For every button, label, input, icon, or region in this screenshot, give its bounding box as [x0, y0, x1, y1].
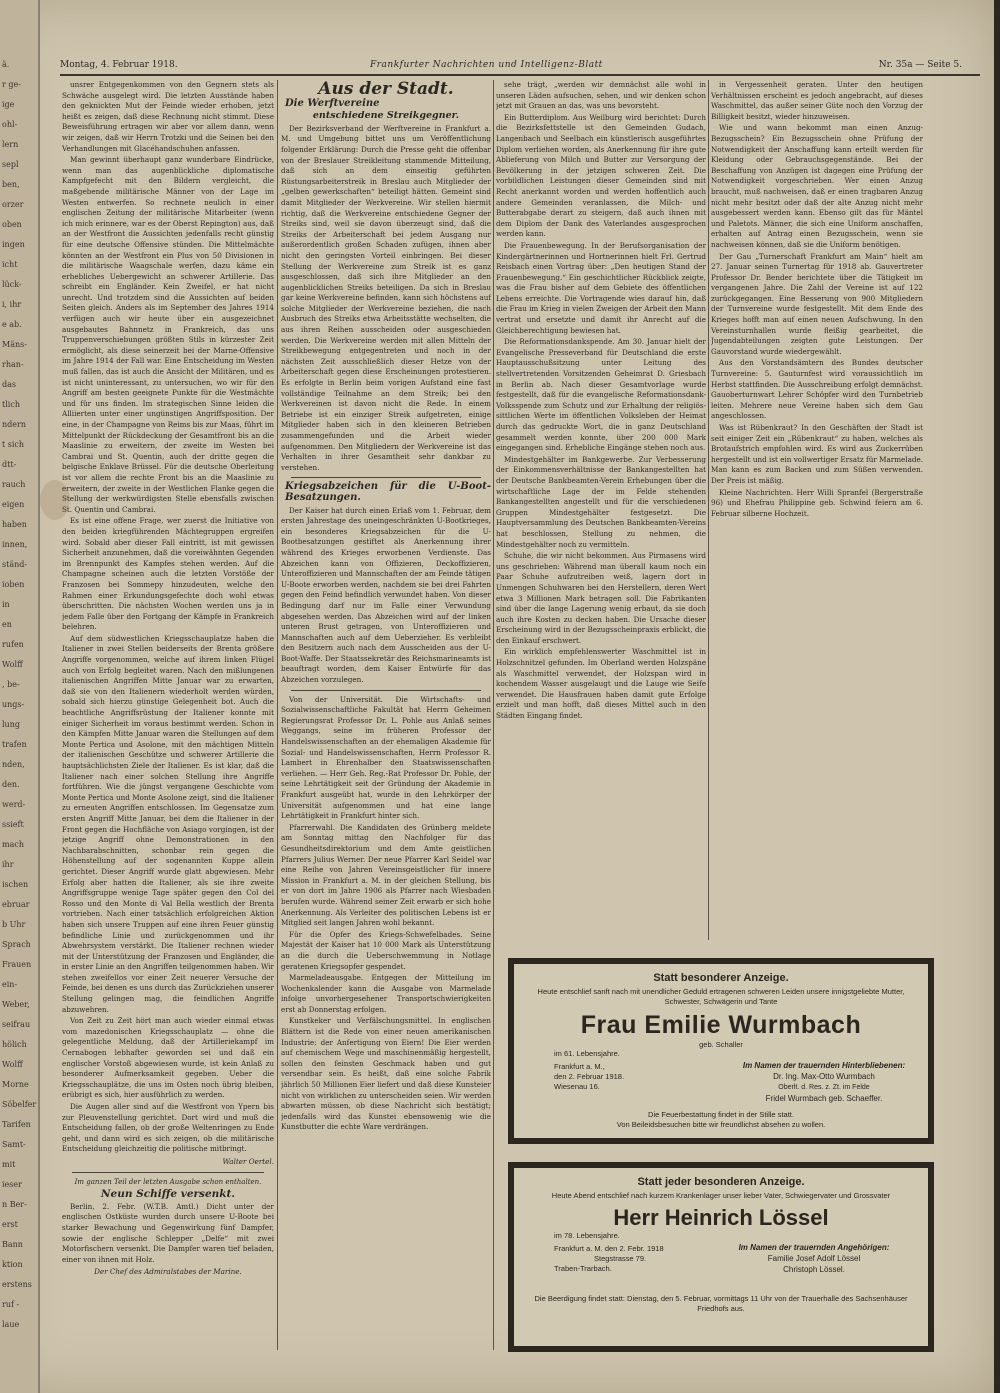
adjacent-page-fragment: lück-: [2, 280, 22, 289]
article-paragraph: Pfarrerwahl. Die Kandidaten des Grünberg meldete am Sonntag mittag den Nachfolger für das Gesundheitsdirektorium und dem Amte geistlichen Pfarrers Julius Werner. Der neue Pfarrer Karl Seidel war eine Reihe von Jahren Vereinsgeistlicher für innere Mission in Frankfurt a. M. in der gleichen Stellung, bis er von dort im Jahre 1906 als Pfarrer nach Wiesbaden berufen wurde. Während seiner Zeit erwarb er sich hohe Anerkennung. Als Verleiter des politischen Lebens ist er Mitglied seit langen Jahren wohl bekannt.: [281, 822, 491, 928]
obituary-mourners: [724, 1242, 904, 1275]
article-paragraph: Von Zeit zu Zeit hört man auch wieder einmal etwas vom mazedonischen Kriegsschauplatz — ohne die gelegentliche Meldung, daß der Artilleriekampf im Cernabogen lebhafter geworden sei und daß ein englischer Vorstoß abgewiesen wurde, ist kein Anlaß zu besonderer Aufmerksamkeit gegeben. Ueber die Kriegsschauplätze, die uns im Osten noch übrig bleiben, erübrigt es sich, hier ausführlich zu werden.: [62, 1016, 274, 1100]
adjacent-page-fragment: n Ber-: [2, 1200, 27, 1209]
adjacent-page-fragment: lung: [2, 720, 20, 729]
obituary-maiden-name: geb. Schaller: [699, 1040, 743, 1049]
adjacent-page-fragment: hölich: [2, 1040, 27, 1049]
article-paragraph: Der Gau „Turnerschaft Frankfurt am Main“ hielt am 27. Januar seinen Turnertag für 1918 ab. Gauvertreter Professor Dr. Bender berichtete über die Tätigkeit im vergangenen Jahre. Die Zahl der Vereine ist auf 122 zurückgegangen. Eine Besserung von 900 Mitgliedern der Turnvereine wurde festgestellt. Mit dem Ende des Krieges hofft man auf einen neuen Aufschwung. In den Vereinsturnhallen wurde fleißig gearbeitet, die Jugendabteilungen zeigten gute Leistungen. Der Gauvorstand wurde wiedergewählt.: [711, 251, 923, 356]
header-rule: [60, 74, 980, 76]
article-paragraph: Was ist Rübenkraut? In den Geschäften der Stadt ist seit einiger Zeit ein „Rübenkraut“ zu haben, welches als Brotaufstrich empfohlen wird. Es wird aus Zuckerrüben hergestellt und ist ein vollwertiger Ersatz für Marmelade. Man kann es zum Backen und zum Süßen verwenden. Der Preis ist mäßig.: [711, 423, 923, 485]
obituary-place: Frankfurt a. M. den 2. Febr. 1918: [554, 1244, 664, 1253]
adjacent-page-fragment: ruf -: [2, 1300, 20, 1309]
mourner-detail: Oberlt. d. Res. z. Zt. im Felde: [778, 1084, 870, 1091]
adjacent-page-fragment: tlich: [2, 400, 20, 409]
article-paragraph: Aus den Vorstandsämtern des Bundes deutscher Turnvereine: 5. Gauturnfest wird voraussichtlich im Herbst stattfinden. Die Ausschreibung erfolgt demnächst. Gauoberturnwart Lehrer Schöpfer wird den Turnbetrieb leiten. Mehrere neue Vereine haben sich dem Gau angeschlossen.: [711, 358, 923, 421]
mourners-heading: Im Namen der trauernden Angehörigen:: [738, 1243, 890, 1252]
column-3: [496, 80, 706, 840]
obituary-date: den 2. Februar 1918.: [554, 1072, 625, 1081]
adjacent-page-fragment: ioben: [2, 580, 25, 589]
adjacent-page-fragment: ischen: [2, 880, 29, 889]
article-paragraph: Es ist eine offene Frage, wer zuerst die Initiative von den beiden kriegführenden Mächtegruppen ergreifen wird. Sobald aber dieser Fall eintritt, ist mit gewissen Sicherheit anzunehmen, daß die voreiwähnten Gegenden im Brennpunkt des Kampfes stehen werden. Auf die Champagne scheinen auch die letzten Vorstöße der Franzosen bei Sommepy hinzudeuten, welche den Rahmen einer Erkundungsgefechte doch wohl etwas überschritten. Die nächsten Wochen werden uns ja in jedem Falle über den Fortgang der Kämpfe in Frankreich belehren.: [62, 516, 274, 632]
article-paragraph: Von der Universität. Die Wirtschafts- und Sozialwissenschaftliche Fakultät hat Herrn Geheimen Regierungsrat Professor Dr. L. Pohle aus Anlaß seines Weggangs, seine im früheren Professor der Handelswissenschaften an der ehemaligen Akademie für Sozial- und Handelswissenschaften, Herrn Professor R. Lambert in Ehrenhalber den Staatswissenschaften verliehen. — Herr Geh. Reg.-Rat Professor Dr. Pohle, der seine Lehrtätigkeit seit der Gründung der Akademie in Frankfurt ausgeübt hat, wurde in den Lehrkörper der Universität aufgenommen und hat eine lange Lehrtätigkeit in Frankfurt hinter sich.: [281, 694, 491, 821]
header-date: Montag, 4. Februar 1918.: [60, 60, 178, 70]
article-headline: Die Werftvereine: [285, 97, 380, 109]
separator: [291, 690, 481, 691]
adjacent-page-fragment: orzer: [2, 200, 24, 209]
adjacent-page-fragment: ktion: [2, 1260, 23, 1269]
adjacent-page-fragment: Mäns-: [2, 340, 27, 349]
article-paragraph: Ein wirklich empfehlenswerter Waschmittel ist in Holzschnitzel gefunden. Im Oberland werden Holzspäne als Waschmittel verwendet, der Holzspan wird in kochendem Wasser ausgelaugt und die Lauge wie Seife verwendet. Die Hausfrauen haben damit gute Erfolge erzielt und man hofft, daß dieses Mittel auch in den Städten Eingang findet.: [496, 647, 706, 721]
adjacent-page-fragment: mit: [2, 1160, 16, 1169]
page-header: [60, 58, 980, 74]
adjacent-page-fragment: lern: [2, 140, 19, 149]
adjacent-page-fragment: ständ-: [2, 560, 28, 569]
mourners-heading: Im Namen der trauernden Hinterbliebenen:: [742, 1061, 906, 1070]
adjacent-page-fragment: innen,: [2, 540, 28, 549]
paper-stain: [40, 480, 70, 520]
adjacent-page-fragment: e ab.: [2, 320, 22, 329]
article-paragraph: Der Kaiser hat durch einen Erlaß vom 1. Februar, dem ersten Jahrestage des uneingeschränkten U-Bootkrieges, ein besonderes Kriegsabzeichen für die U-Bootbesatzungen gestiftet als Anerkennung ihrer während des Krieges erworbenen Verdienste. Das Abzeichen kann von Offizieren, Deckoffizieren, Unteroffizieren und Mannschaften der am Feinde tätigen U-Boote erworben werden, nachdem sie bei drei Fahrten gegen den Feind befindlich verwundet haben. Von dieser Bedingung darf nur im Falle einer Verwundung abgesehen werden. Das Abzeichen wird auf der linken unteren Brust getragen, von Unteroffizieren und Mannschaften auch auf dem Ueberzieher. Es verbleibt den Besitzern auch nach dem Ausscheiden aus der U-Boot-Waffe. Der Staatssekretär des Reichsmarineamts ist beauftragt worden, dem Kaiser Entwürfe für das Abzeichen vorzulegen.: [281, 505, 491, 685]
mourner: Familie Josef Adolf Lössel: [767, 1254, 861, 1263]
adjacent-page-strip: [0, 0, 40, 1393]
separator: [291, 477, 481, 478]
column-1: [62, 80, 274, 1350]
adjacent-page-fragment: ä.: [2, 60, 10, 69]
adjacent-page-fragment: ebruar: [2, 900, 30, 909]
section-title: Aus der Stadt.: [318, 80, 454, 99]
adjacent-page-fragment: ndern: [2, 420, 26, 429]
column-divider: [493, 80, 494, 1350]
obituary-footnote: Die Feuerbestattung findet in der Stille statt.: [648, 1110, 794, 1119]
obituary-age: im 61. Lebensjahre.: [554, 1049, 620, 1058]
article-paragraph: Marmeladeausgabe. Entgegen der Mitteilung im Wochenkalender kann die Ausgabe von Marmelade infolge unvorhergesehener Transportschwierigkeiten erst ab Donnerstag erfolgen.: [281, 973, 491, 1014]
obituary-header: Statt besonderer Anzeige.: [653, 972, 789, 984]
adjacent-page-fragment: Frauen: [2, 960, 32, 969]
article-paragraph: Wie und wann bekommt man einen Anzug-Bezugsschein? Ein Bezugsschein ohne Prüfung der Notwendigkeit der Anschaffung kann erteilt werden für Kleidung oder Gebrauchsgegenstände. Bei der Beschaffung von Anzügen ist dagegen eine Prüfung der Notwendigkeit vorgeschrieben. Wer einen Anzug braucht, muß nachweisen, daß er einen tragbaren Anzug nicht mehr besitzt oder daß der alte Anzug nicht mehr ausgebessert werden kann. Ebenso gilt das für Mäntel und Paletots. Männer, die sich eine Uniform anschaffen, erhalten auf Antrag einen Bezugsschein, wenn sie nachweisen können, daß sie die Uniform benötigen.: [711, 123, 923, 249]
obituary-place-date: [554, 1062, 624, 1092]
adjacent-page-fragment: en: [2, 620, 12, 629]
adjacent-page-fragment: icht: [2, 260, 18, 269]
obituary-notice-loessel: [508, 1162, 934, 1352]
adjacent-page-fragment: Weber,: [2, 1000, 30, 1009]
adjacent-page-fragment: ingen: [2, 240, 25, 249]
article-paragraph: Die Frauenbewegung. In der Berufsorganisation der Kindergärtnerinnen und Hortnerinnen hielt Frl. Gertrud Reisbach einen Vortrag über: „Den heutigen Stand der Frauenbewegung.“ Ein geschichtlicher Rückblick zeigte, was die Frau bisher auf dem Gebiete des öffentlichen Lebens erreichte. Die Vortragende wies darauf hin, daß die Frau im Krieg in vielen Zweigen der Arbeit den Mann vertrat und ersetzte und damit ihr Anrecht auf die Gleichberechtigung bewiesen hat.: [496, 240, 706, 335]
obituary-intro: Heute entschlief sanft nach mit unendlicher Geduld ertragenen schweren Leiden unsere innigstgeliebte Mutter, Schwester, Schwägerin und Tante: [537, 987, 905, 1006]
adjacent-page-fragment: seifrau: [2, 1020, 31, 1029]
adjacent-page-fragment: haben: [2, 520, 27, 529]
header-page-number: Nr. 35a — Seite 5.: [878, 60, 962, 70]
adjacent-page-fragment: ieser: [2, 1180, 22, 1189]
adjacent-page-fragment: ige: [2, 100, 15, 109]
article-paragraph: unsrer Entgegenkommen von den Gegnern stets als Schwäche ausgelegt wird. Die letzten Ausstände haben den geknickten Mut der Feinde wieder erhoben, jetzt heißt es zeigen, daß diese Rechnung nicht stimmt. Diese Beweisführung ertragen wir aber vor allem dann, wenn wir zeigen, daß wir Herrn Trotzki und die Seinen bei den Verhandlungen mit Glacéhandschuhen anfassen.: [62, 80, 274, 153]
article-paragraph: Kleine Nachrichten. Herr Willi Spranfel (Bergerstraße 96) und Ehefrau Philippine geb. Schwind feiern am 6. Februar silberne Hochzeit.: [711, 487, 923, 518]
article-paragraph: Kunstkeker und Verfälschungsmittel. In englischen Blättern ist die Rede von einer neuen amerikanischen Industrie: der Anfertigung von Eiern! Die Eier werden auf chemischem Wege und maschinenmäßig hergestellt, sollen den feinsten Geschmack haben und gut versendbar sein. Es heißt, daß eine solche Fabrik jährlich 50 Millionen Eier liefert und daß diese Kunsteier nicht von wirklichen zu unterscheiden seien. Wir werden abwarten müssen, ob diese Nachricht sich bestätigt; jedenfalls wird das Kunstei ebensowenig wie die Kunstbutter die echte Ware verdrängen.: [281, 1016, 491, 1132]
obituary-mourners: [734, 1060, 914, 1104]
mourner: Christoph Lössel.: [783, 1265, 845, 1274]
adjacent-page-fragment: r ge-: [2, 80, 21, 89]
obituary-notice-wurmbach: [508, 958, 934, 1144]
article-paragraph: Die Augen aller sind auf die Westfront von Ypern bis zur Pleuvenstellung gerichtet. Dort wird und muß die Entscheidung fallen, ob der große Weltenringen zu Ende geht, und dann wird es sich zeigen, ob die militärische Entscheidung gleichzeitig die politische mitbringt.: [62, 1102, 274, 1154]
obituary-age: im 78. Lebensjahre.: [554, 1231, 620, 1240]
header-masthead: Frankfurter Nachrichten und Intelligenz-Blatt: [370, 60, 603, 70]
obituary-name: Frau Emilie Wurmbach: [580, 1011, 862, 1039]
adjacent-page-fragment: ben,: [2, 180, 20, 189]
article-paragraph: Die Reformationsdankspende. Am 30. Januar hielt der Evangelische Presseverband für Deutschland die erste Hauptausschußsitzung unter Leitung des stellvertretenden Vorsitzenden Geheimrat D. Griesbach in Berlin ab. Nach dieser Gesamtvorlage wurde festgestellt, daß für die evangelische Reformationsdank-Volksspende zum Schutz und zur Erhaltung der religiös-sittlichen Werte im öffentlichen Volksleben der Heimat durch das gedruckte Wort, die in ganz Deutschland gesammelt werden konnte, über 200 000 Mark eingegangen sind. Erhebliche Eingänge stehen noch aus.: [496, 337, 706, 453]
adjacent-page-fragment: rauch: [2, 480, 26, 489]
adjacent-page-fragment: Tarifen: [2, 1120, 31, 1129]
obituary-place: Traben-Trarbach.: [554, 1264, 612, 1273]
obituary-street: Wiesenau 16.: [554, 1082, 600, 1091]
article-paragraph: Der Bezirksverband der Werftvereine in Frankfurt a. M. und Umgebung bittet uns um Veröffentlichung folgender Erklärung: Durch die Presse geht die offenbar von der Breslauer Streikleitung stammende Mitteilung, daß sich an dem einseitig geführten Rüstungsarbeiterstreik in Breslau auch Mitglieder der „gelben gewerkschaften“ beteiligt hätten. Gemeint sind damit Mitglieder der Werkvereine. Wir stellen hiermit richtig, daß die Werkvereine entschiedene Gegner der Streiks sind, weil sie davon überzeugt sind, daß die Streiks der Arbeiterschaft bei jedem Ausgang nur außerordentlich großen Schaden zufügen, ihnen aber nicht den geringsten Vorteil einbringen. Bei dieser Stellung der Werkvereine zum Streik ist es ganz ausgeschlossen, daß sich ihre Mitglieder an den augenblicklichen Streiks beteiligen. Da sich in Breslau gar keine Werkvereine befinden, kann sich höchstens auf solche Mitglieder der Werkvereine beziehen, die nach Ausbruch des Streiks etwa Arbeitsstätte wechselten, die aus ihren Reihen ausscheiden oder ausgeschieden werden. Die Werkvereine werden mit allen Mitteln der Streikbewegung entgegentreten und noch in der nächsten Zeit ausschließlich dieser Hetze von der Arbeiterschaft gegen diese Erscheinungen protestieren. Es erfolgte in Berlin beim vorigen Aufstand eine fast vollständige Teilnahme an dem Streik; bei den Werkvereinen ist davon nicht die Rede. In einem Betriebe ist ein einziger Streik aufgetreten, einige Mitglieder haben sich in den kleineren Betrieben zusammengefunden und die Arbeit wieder aufgenommen. Den Mitgliedern der Werkvereine ist das Verhalten in ihrer Gesamtheit sehr dankbar zu verstehen.: [281, 123, 491, 472]
article-subheadline: entschiedene Streikgegner.: [312, 110, 460, 122]
obituary-place: Frankfurt a. M.,: [554, 1062, 605, 1071]
adjacent-page-fragment: rhan-: [2, 360, 24, 369]
adjacent-page-fragment: werd-: [2, 800, 26, 809]
obituary-header: Statt jeder besonderen Anzeige.: [637, 1176, 805, 1188]
column-4: [711, 80, 923, 1040]
adjacent-page-fragment: den.: [2, 780, 20, 789]
adjacent-page-fragment: erstens: [2, 1280, 32, 1289]
adjacent-page-fragment: mach: [2, 840, 24, 849]
adjacent-page-fragment: Wolff: [2, 660, 23, 669]
article-paragraph: Berlin, 2. Febr. (W.T.B. Amtl.) Dicht unter der englischen Ostküste wurden durch unsere U-Boote bei starker Bewachung und Gegenwirkung fünf Dampfer, sowie der englische Schlepper „Delfe“ mit zwei Motorfischern versenkt. Die Dampfer waren tief beladen, einer von ihnen mit Holz.: [62, 1201, 274, 1264]
adjacent-page-fragment: i, ihr: [2, 300, 22, 309]
adjacent-page-fragment: rufen: [2, 640, 24, 649]
obituary-footnote: Die Beerdigung findet statt: Dienstag, den 5. Februar, vormittags 11 Uhr von der Trauerhalle des Sachsenhäuser Friedhofs aus.: [534, 1294, 908, 1313]
article-paragraph: Schuhe, die wir nicht bekommen. Aus Pirmasens wird uns geschrieben: Während man überall kaum noch ein Paar Schuhe aufzutreiben weiß, lagern dort in Unmengen Schuhwaren bei den Herstellern, deren Wert etwa 3 Millionen Mark betragen soll. Die Fabrikanten sind über die lange Lagerung wenig erbaut, da sie doch auch ihre Kosten zu decken haben. Die Ursache dieser Erscheinung wird in der Bezugsscheinpraxis erblickt, die den Einkauf erschwert.: [496, 551, 706, 645]
article-paragraph: Man gewinnt überhaupt ganz wunderbare Eindrücke, wenn man das augenblickliche diplomatische Kampfgefecht mit den Bildern vergleicht, die maßgebende militärische Männer von der Lage im Westen entwerfen. So rechnete neulich in einer englischen Zeitung der militärische Mitarbeiter (wenn ich mich erinnere, war es der Oberst Repington) aus, daß an der Westfront die Aussichten jedenfalls recht günstig für eine deutsche Offensive stünden. Die Mittelmächte könnten an der Westfront ein Plus von 50 Divisionen in die militärische Waagschale werfen, dazu käme ein erhebliches Uebergewicht an schwerer Artillerie. Das schreibt ein Engländer. Kein Zweifel, er hat nicht unrecht. Und trotzdem sind die Aussichten auf beiden Seiten gleich. Anders als im September des Jahres 1914 verfügen auch wir heute über ein ausgezeichnet ausgebautes Bahnnetz in Frankreich, das uns Truppenverschiebungen größten Stils in kürzester Zeit ermöglicht, als diese seinerzeit bei der Marne-Offensive im Jahre 1914 der Fall war. Eine Entscheidung im Westen muß fallen, das ist auch die Ansicht der Militären, und es ist nicht uninteressant, zu untersuchen, wo wir für den Angriff am besten geeignete Punkte für die Westmächte und für uns finden. Im strategischen Sinne leiden die Alliierten unter einer ungünstigen Angriffsposition. Der eine, in der Champagne von Reims bis zur Maas, führt im Mittelpunkt der Rückdeckung der Gesamtfront bis an die Maaslinie zu erweitern, der zweite im Westen bei Cambrai und St. Quentin, auch der dritte gegen die belgische Enklave Brüssel. Für die deutsche Oberleitung ist vor allem die rechte Front bis an die Maaslinie zu erweitern, der zweite in der Westlichen Flanke gegen die Stellung der werkwürdigsten Stelle ebensfalls zwischen St. Quentin und Cambrai.: [62, 155, 274, 514]
adjacent-page-fragment: Wolff: [2, 1060, 23, 1069]
obituary-name: Herr Heinrich Lössel: [613, 1205, 829, 1230]
adjacent-page-fragment: , be-: [2, 680, 20, 689]
adjacent-page-fragment: dtt-: [2, 460, 17, 469]
obituary-place-date: [554, 1244, 664, 1274]
adjacent-page-fragment: in: [2, 600, 10, 609]
adjacent-page-fragment: Bann: [2, 1240, 23, 1249]
adjacent-page-fragment: das: [2, 380, 16, 389]
adjacent-page-fragment: t sich: [2, 440, 25, 449]
adjacent-page-fragment: Söbelfer: [2, 1100, 37, 1109]
obituary-intro: Heute Abend entschlief nach kurzem Krankenlager unser lieber Vater, Schwiegervater und Grossvater: [551, 1191, 891, 1200]
article-paragraph: in Vergessenheit geraten. Unter den heutigen Verhältnissen erscheint es jedoch angebracht, auf dieses Waschmittel, das außer seiner Güte noch den Vorzug der Billigkeit besitzt, wieder hinzuweisen.: [711, 80, 923, 121]
adjacent-page-fragment: eigen: [2, 500, 25, 509]
adjacent-page-fragment: Sprach: [2, 940, 31, 949]
article-paragraph: Für die Opfer des Kriegs-Schwefelbades. Seine Majestät der Kaiser hat 10 000 Mark als Unterstützung an die durch die Ueberschwemmung in Notlage geratenen Kriegsopfer gespendet.: [281, 929, 491, 971]
adjacent-page-fragment: laue: [2, 1320, 20, 1329]
adjacent-page-fragment: erst: [2, 1220, 18, 1229]
adjacent-page-fragment: nden,: [2, 760, 25, 769]
article-headline: Kriegsabzeichen für die U-Boot-Besatzungen.: [285, 481, 491, 503]
article-paragraph: Ein Butterdiplom. Aus Weilburg wird berichtet: Durch die Bezirksfettstelle ist den Gemeinden Gudach, Langenbach und Seelbach ein künstlerisch ausgeführtes Diplom verliehen worden, als Anerkennung für ihre gute Ablieferung von Milch und Butter zur Versorgung der Bevölkerung in der jetzigen schweren Zeit. Die vorbildlichen Leistungen dieser Gemeinden sind mit Recht anerkannt worden und werden hoffentlich auch andere Gemeinden veranlassen, die Milch- und Butterabgabe derart zu steigern, daß auch ihnen mit dem Diplom der Dank des Vaterlandes ausgesprochen werden kann.: [496, 112, 706, 239]
adjacent-page-fragment: ssieft: [2, 820, 24, 829]
adjacent-page-fragment: ein-: [2, 980, 18, 989]
adjacent-page-fragment: Samt-: [2, 1140, 26, 1149]
adjacent-page-fragment: sepl: [2, 160, 19, 169]
obituary-footnote: Von Beileidsbesuchen bitte wir freundlichst absehen zu wollen.: [616, 1120, 826, 1129]
obituary-street: Stegstrasse 79.: [594, 1254, 647, 1263]
column-divider: [708, 80, 709, 940]
article-signature: Walter Oertel.: [222, 1156, 274, 1166]
adjacent-page-fragment: ihr: [2, 860, 14, 869]
article-paragraph: sehe trägt, „werden wir demnächst alle wohl in unseren Läden aufsuchen, sehen, und wir denken schon jetzt mit Grauen an das, was uns bevorsteht.: [496, 80, 706, 111]
notice-subhead: Im ganzen Teil der letzten Ausgabe schon enthalten.: [74, 1177, 262, 1186]
adjacent-page-fragment: ungs-: [2, 700, 25, 709]
adjacent-page-fragment: Morne: [2, 1080, 29, 1089]
mourner: Fridel Wurmbach geb. Schaeffer.: [765, 1094, 883, 1103]
headline-ships-sunk: Neun Schiffe versenkt.: [100, 1188, 236, 1201]
column-2: [281, 80, 491, 1350]
separator: [72, 1172, 264, 1173]
article-footer: Der Chef des Admiralstabes der Marine.: [94, 1267, 242, 1277]
adjacent-page-fragment: b Uhr: [2, 920, 26, 929]
column-divider: [277, 80, 278, 1350]
article-paragraph: Auf dem südwestlichen Kriegsschauplatze haben die Italiener in zwei Stellen beiderseits der Brenta größere Angriffe vorgenommen, welche auf ihrem linken Flügel auch von Erfolg begleitet waren. Nach den mißlungenen italienischen Angriffen Mitte Januar war zu erwarten, daß sie von den Italienern wiederholt werden würden, sobald sich hierzu günstige Gelegenheit bot. Auch die beachtliche Angriffsrüstung der Italiener konnte mit einiger Sicherheit im voraus bestimmt werden. Schon in den Kämpfen Mitte Januar waren die Stellungen auf dem Monte Pertica und Asolone, mit den mächtigen Mitteln der italienischen Geschütze und schwerer Artillerie die hauptsächlichsten Ziele der Italiener. Es ist klar, daß die Italiener nach einer solchen Stellung ihre Angriffe fortführen. Wie die jüngst vergangene Geschichte vom Monte Pertica und Monte Asolone zeigt, sind die Italiener zu erneuten Angriffen entschlossen. Im Gegensatze zum ersten Angriff Mitte Januar, bei dem die Italiener in der Front gegen die Hochfläche von Asiago vorgingen, ist der jetzige Angriff ohne Demonstrationen in den Nachbarabschnitten, schonbar rein gegen die Höhenstellung auf der sogenannten Kuppe allein gerichtet. Dieser Angriff wurde glatt abgewiesen. Mehr Erfolg aber hatten die Italiener, als sie ihre zweite Angriffsgruppe wenige Tage später gegen den Col del Rosso und den Monte di Val Bella westlich der Brenta vortrieben. Nach einer tatsächlich erfolgreichen Aktion haben sich unsere Truppen auf eine ihren Feuer günstig befindliche Linie und zurückgenommen und ihr Abwehrsystem verstärkt. Die Italiener rechnen wieder mit der Unterstützung der Franzosen und Engländer, die in erster Linie an den Angriffen teilgenommen haben. Wir stehen zweifellos vor einer Zeit neuerer Versuche der Feinde, bei denen es uns durch das Zurückziehen unserer Stellung gelingen mag, die feindlichen Angriffe abzuwehren.: [62, 633, 274, 1014]
adjacent-page-fragment: oben: [2, 220, 22, 229]
article-paragraph: Mindestgehälter im Bankgewerbe. Zur Verbesserung der Einkommensverhältnisse der Bankangestellten hat der Deutsche Bankbeamten-Verein Erhebungen über die wirtschaftliche Lage der im Felde stehenden Bankangestellten angestellt und für die verschiedenen Gruppen Mindestgehälter festgesetzt. Die Hauptversammlung des Deutschen Bankbeamten-Vereins hat beschlossen, Stellung zu nehmen, die Mindestgehälter noch zu vermitteln.: [496, 454, 706, 549]
mourner: Dr. Ing. Max-Otto Wurmbach: [773, 1072, 875, 1081]
adjacent-page-fragment: trafen: [2, 740, 27, 749]
adjacent-page-fragment: ohl-: [2, 120, 18, 129]
